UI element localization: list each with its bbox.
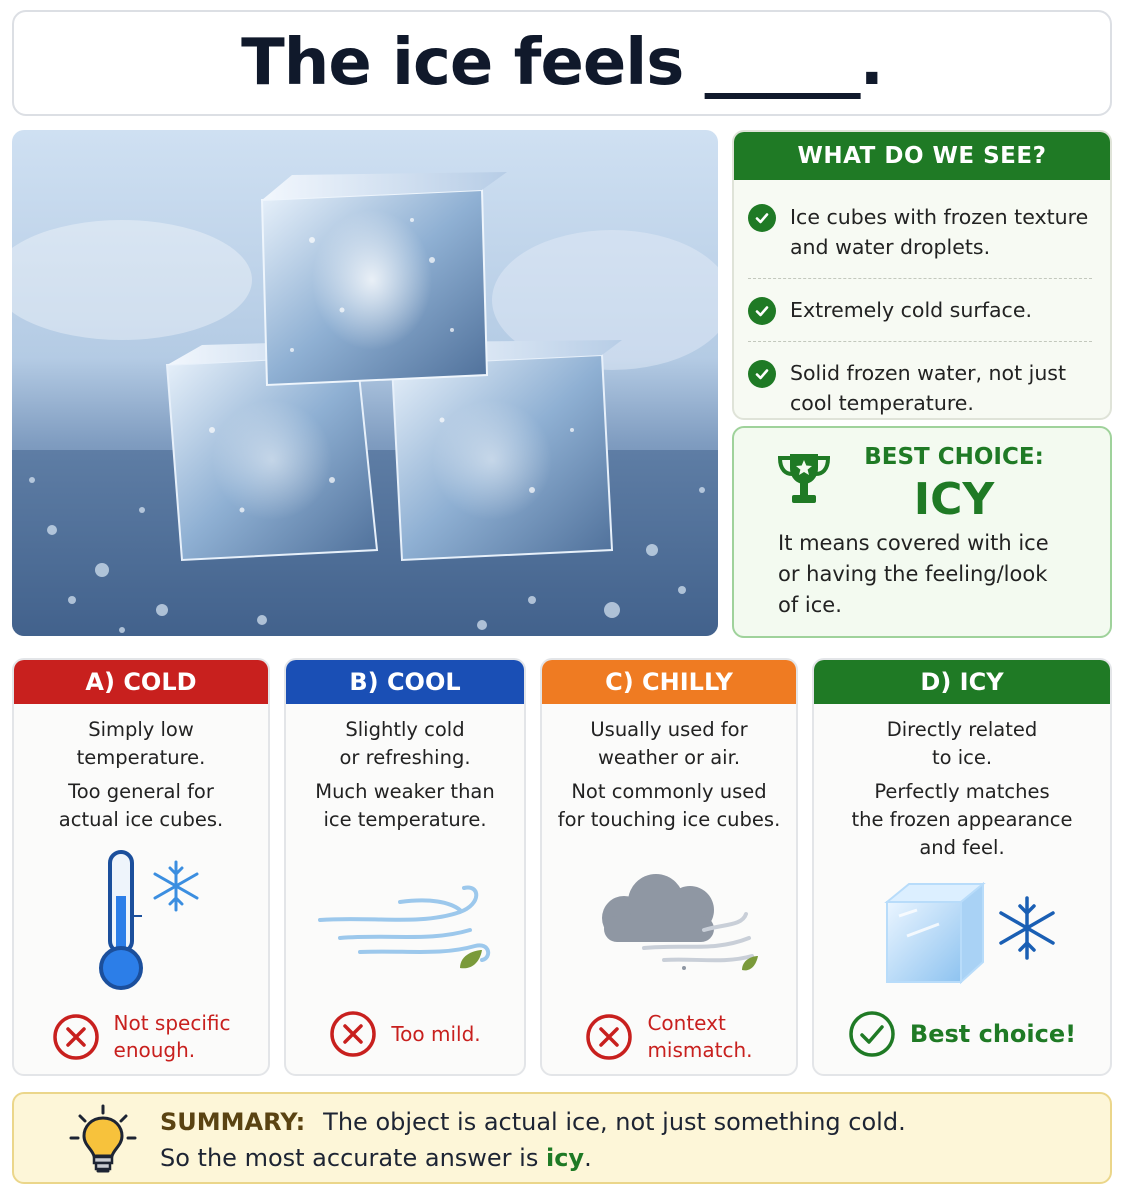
what-we-see-heading: WHAT DO WE SEE? — [734, 132, 1110, 180]
thermometer-snowflake-icon — [14, 846, 268, 996]
cloud-wind-icon — [542, 860, 796, 980]
check-icon — [748, 360, 776, 388]
option-card-cool — [284, 658, 526, 1076]
observation-text: Solid frozen water, not just cool temperature. — [790, 361, 1067, 415]
option-description: Slightly cold or refreshing. Much weaker than ice temperature. — [315, 718, 495, 831]
summary-label: SUMMARY: — [160, 1108, 306, 1136]
best-choice-panel — [732, 426, 1112, 638]
lightbulb-icon — [68, 1104, 138, 1180]
summary-line-2: So the most accurate answer is icy. — [160, 1144, 592, 1172]
observation-item — [748, 279, 1092, 342]
observation-text: Extremely cold surface. — [790, 298, 1032, 322]
option-card-icy — [812, 658, 1112, 1076]
summary-answer: icy — [545, 1144, 585, 1172]
summary-panel — [12, 1092, 1112, 1184]
verdict-text: Context mismatch. — [647, 1011, 753, 1062]
option-description: Directly related to ice. Perfectly matches the frozen appearance and feel. — [851, 718, 1073, 859]
best-choice-word: ICY — [913, 474, 995, 525]
verdict — [14, 1010, 268, 1064]
x-circle-icon — [329, 1010, 377, 1058]
verdict — [814, 1010, 1110, 1058]
verdict-text: Not specific enough. — [113, 1011, 231, 1062]
option-card-cold — [12, 658, 270, 1076]
breeze-leaf-icon — [286, 880, 524, 980]
x-circle-icon — [52, 1013, 100, 1061]
observation-item — [748, 180, 1092, 279]
verdict-text: Best choice! — [909, 1019, 1077, 1048]
title-banner — [12, 10, 1112, 116]
ice-cubes-photo — [12, 130, 718, 636]
verdict-text: Too mild. — [391, 1021, 481, 1046]
check-icon — [748, 204, 776, 232]
ice-cube-snowflake-icon — [814, 876, 1110, 996]
summary-line-1: SUMMARY: The object is actual ice, not just something cold. — [160, 1108, 906, 1136]
option-heading: A) COLD — [14, 660, 268, 704]
option-card-chilly — [540, 658, 798, 1076]
observation-text: Ice cubes with frozen texture and water droplets. — [790, 205, 1089, 259]
best-choice-description: It means covered with ice or having the feeling/look of ice. — [778, 531, 1049, 617]
option-heading: D) ICY — [814, 660, 1110, 704]
option-description: Usually used for weather or air. Not commonly used for touching ice cubes. — [557, 718, 781, 831]
option-heading: C) CHILLY — [542, 660, 796, 704]
verdict — [286, 1010, 524, 1058]
verdict — [542, 1010, 796, 1064]
page-title: The ice feels _____. — [241, 26, 883, 100]
what-we-see-panel — [732, 130, 1112, 420]
x-circle-icon — [585, 1013, 633, 1061]
option-heading: B) COOL — [286, 660, 524, 704]
check-circle-icon — [848, 1010, 896, 1058]
trophy-icon — [774, 450, 834, 512]
option-description: Simply low temperature. Too general for actual ice cubes. — [58, 718, 224, 831]
best-choice-label: BEST CHOICE: — [864, 444, 1044, 470]
observation-item — [748, 342, 1092, 420]
check-icon — [748, 297, 776, 325]
